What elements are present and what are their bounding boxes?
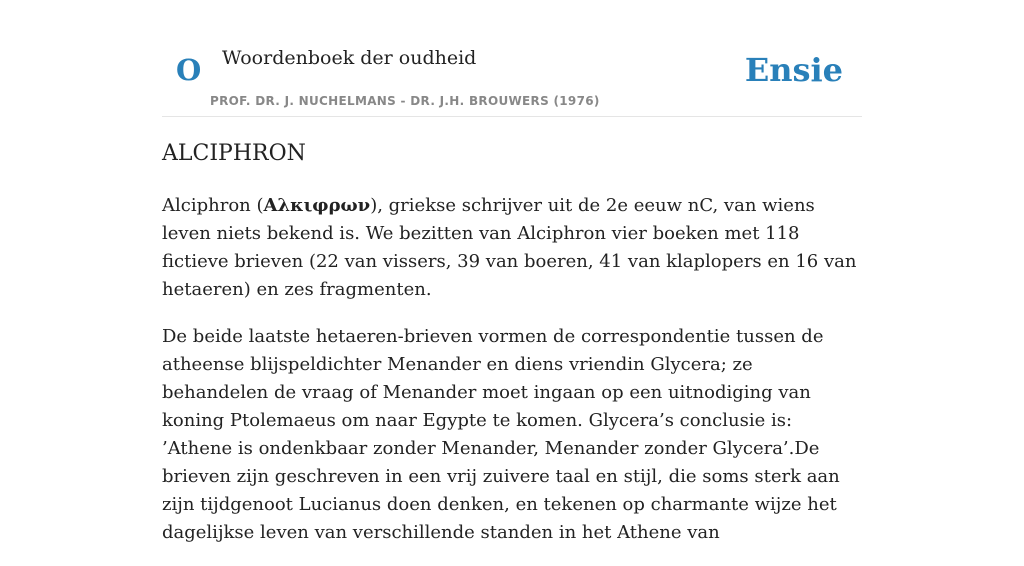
paragraph-2: De beide laatste hetaeren-brieven vormen de correspondentie tussen de atheense blijspeldichter Menander en diens vriendin Glycera; ze behandelen de vraag of Menander moet ingaan op een uitnodiging van koning Ptolemaeus om naar Egypte te komen. Glycera’s conclusie is: ’Athene is ondenkbaar zonder Menander, Menander zonder Glycera’.De brieven zijn geschreven in een vrij zuivere taal en stijl, die soms sterk aan zijn tijdgenoot Lucianus doen denken, en tekenen op charmante wijze het dagelijkse leven van verschillende standen in het Athene van <box>162 326 840 543</box>
paragraph-1-rest: ), griekse schrijver uit de 2e eeuw nC, van wiens leven niets bekend is. We bezitten van Alciphron vier boeken met 118 fictieve brieven (22 van vissers, 39 van boeren, 41 van klaplopers en 16 van hetaeren) en zes fragmenten. <box>162 195 857 300</box>
entry-title: ALCIPHRON <box>162 141 306 166</box>
paragraph-1 <box>162 192 862 304</box>
letter-index[interactable]: O <box>176 53 202 87</box>
page <box>162 0 862 543</box>
entry-content <box>162 192 862 566</box>
paragraph-1-start: Alciphron ( <box>162 195 264 216</box>
book-title[interactable]: Woordenboek der oudheid <box>222 47 477 69</box>
greek-name: Αλκιφρων <box>263 195 371 216</box>
ensie-logo[interactable]: Ensie <box>744 51 843 89</box>
header <box>162 0 862 117</box>
book-authors: PROF. DR. J. NUCHELMANS - DR. J.H. BROUWERS (1976) <box>210 94 600 108</box>
